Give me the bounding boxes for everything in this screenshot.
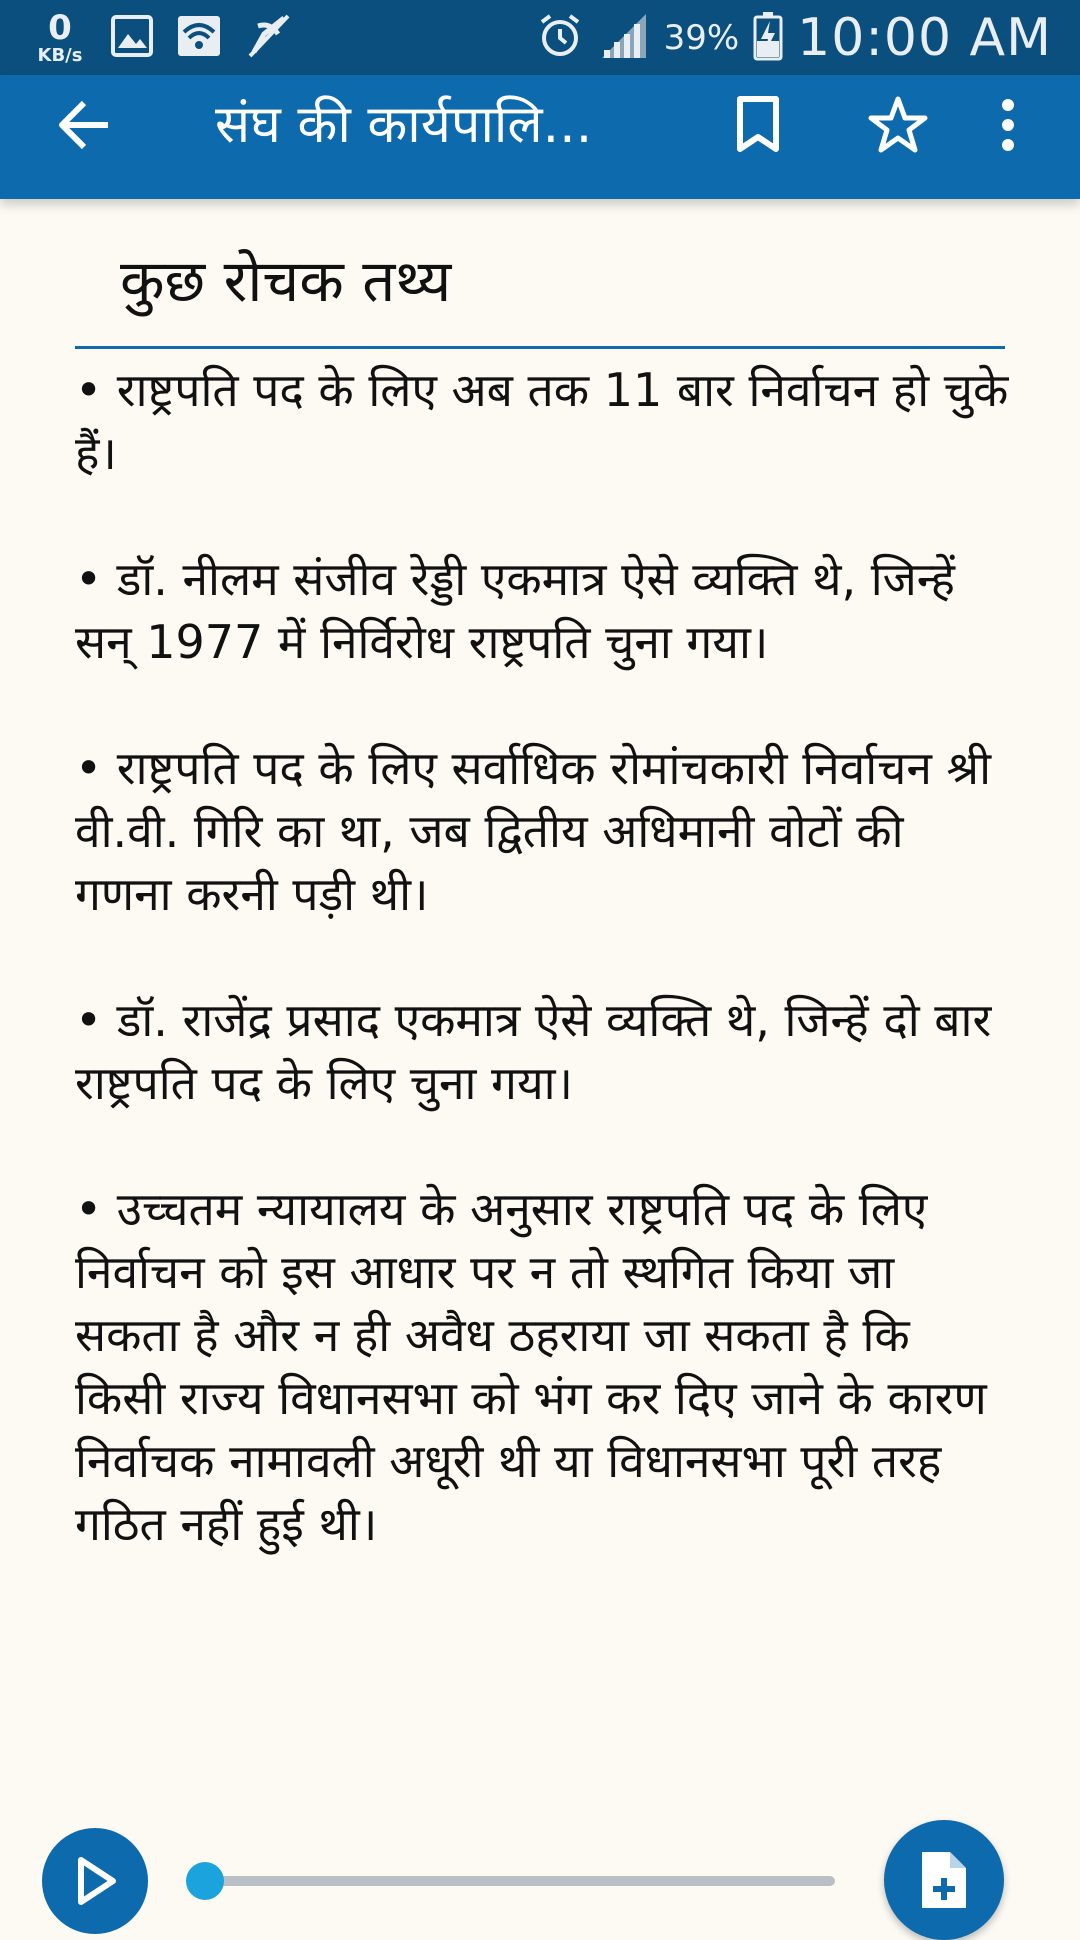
fact-item: • राष्ट्रपति पद के लिए सर्वाधिक रोमांचकारी निर्वाचन श्री वी.वी. गिरि का था, जब द्वितीय अधिमानी वोटों की गणना करनी पड़ी थी। [75,741,991,921]
battery-percent: 39% [663,17,740,58]
audio-player [0,1800,1080,1920]
alarm-icon [536,12,584,64]
back-arrow-icon [56,99,112,151]
clock: 10:00 AM [797,7,1052,68]
app-bar [0,75,1080,199]
bookmark-button[interactable] [726,93,790,157]
network-speed-value: 0 [48,8,72,48]
status-right-icons [536,0,1052,75]
image-icon [110,14,154,62]
wifi-icon [176,14,222,62]
facts-list [75,359,1010,1619]
back-button[interactable] [52,93,116,157]
status-bar [0,0,1080,75]
battery-charging-icon [753,11,783,65]
network-speed-unit: KB/s [37,45,83,66]
network-speed [32,8,88,66]
fact-item: • उच्चतम न्यायालय के अनुसार राष्ट्रपति पद के लिए निर्वाचन को इस आधार पर न तो स्थगित किया जा सकता है और न ही अवैध ठहराया जा सकता है कि किसी राज्य विधानसभा को भंग कर दिए जाने के कारण निर्वाचक नामावली अधूरी थी या विधानसभा पूरी तरह गठित नहीं हुई थी। [75,1182,987,1551]
favorite-button[interactable] [866,93,930,157]
page-title: संघ की कार्यपालि... [215,95,593,155]
fact-item: • डॉ. नीलम संजीव रेड्डी एकमात्र ऐसे व्यक्ति थे, जिन्हें सन् 1977 में निर्विरोध राष्ट्रपति चुना गया। [75,552,955,669]
progress-handle[interactable] [186,1862,224,1900]
progress-track[interactable] [205,1876,835,1886]
more-options-button[interactable] [986,93,1030,157]
play-icon [73,1856,117,1906]
more-vert-icon [1000,97,1016,153]
status-left-icons [32,8,294,68]
star-icon [867,95,929,155]
bookmark-icon [734,95,782,155]
add-note-button[interactable] [884,1820,1004,1940]
title-divider [75,346,1005,349]
article-content [0,199,1080,1799]
add-note-icon [918,1848,970,1912]
signal-icon [598,12,650,64]
fact-item: • डॉ. राजेंद्र प्रसाद एकमात्र ऐसे व्यक्ति थे, जिन्हें दो बार राष्ट्रपति पद के लिए चुना गया। [75,993,992,1110]
play-button[interactable] [42,1828,148,1934]
mute-icon [244,12,294,64]
section-title: कुछ रोचक तथ्य [120,247,452,315]
fact-item: • राष्ट्रपति पद के लिए अब तक 11 बार निर्वाचन हो चुके हैं। [75,363,1009,480]
